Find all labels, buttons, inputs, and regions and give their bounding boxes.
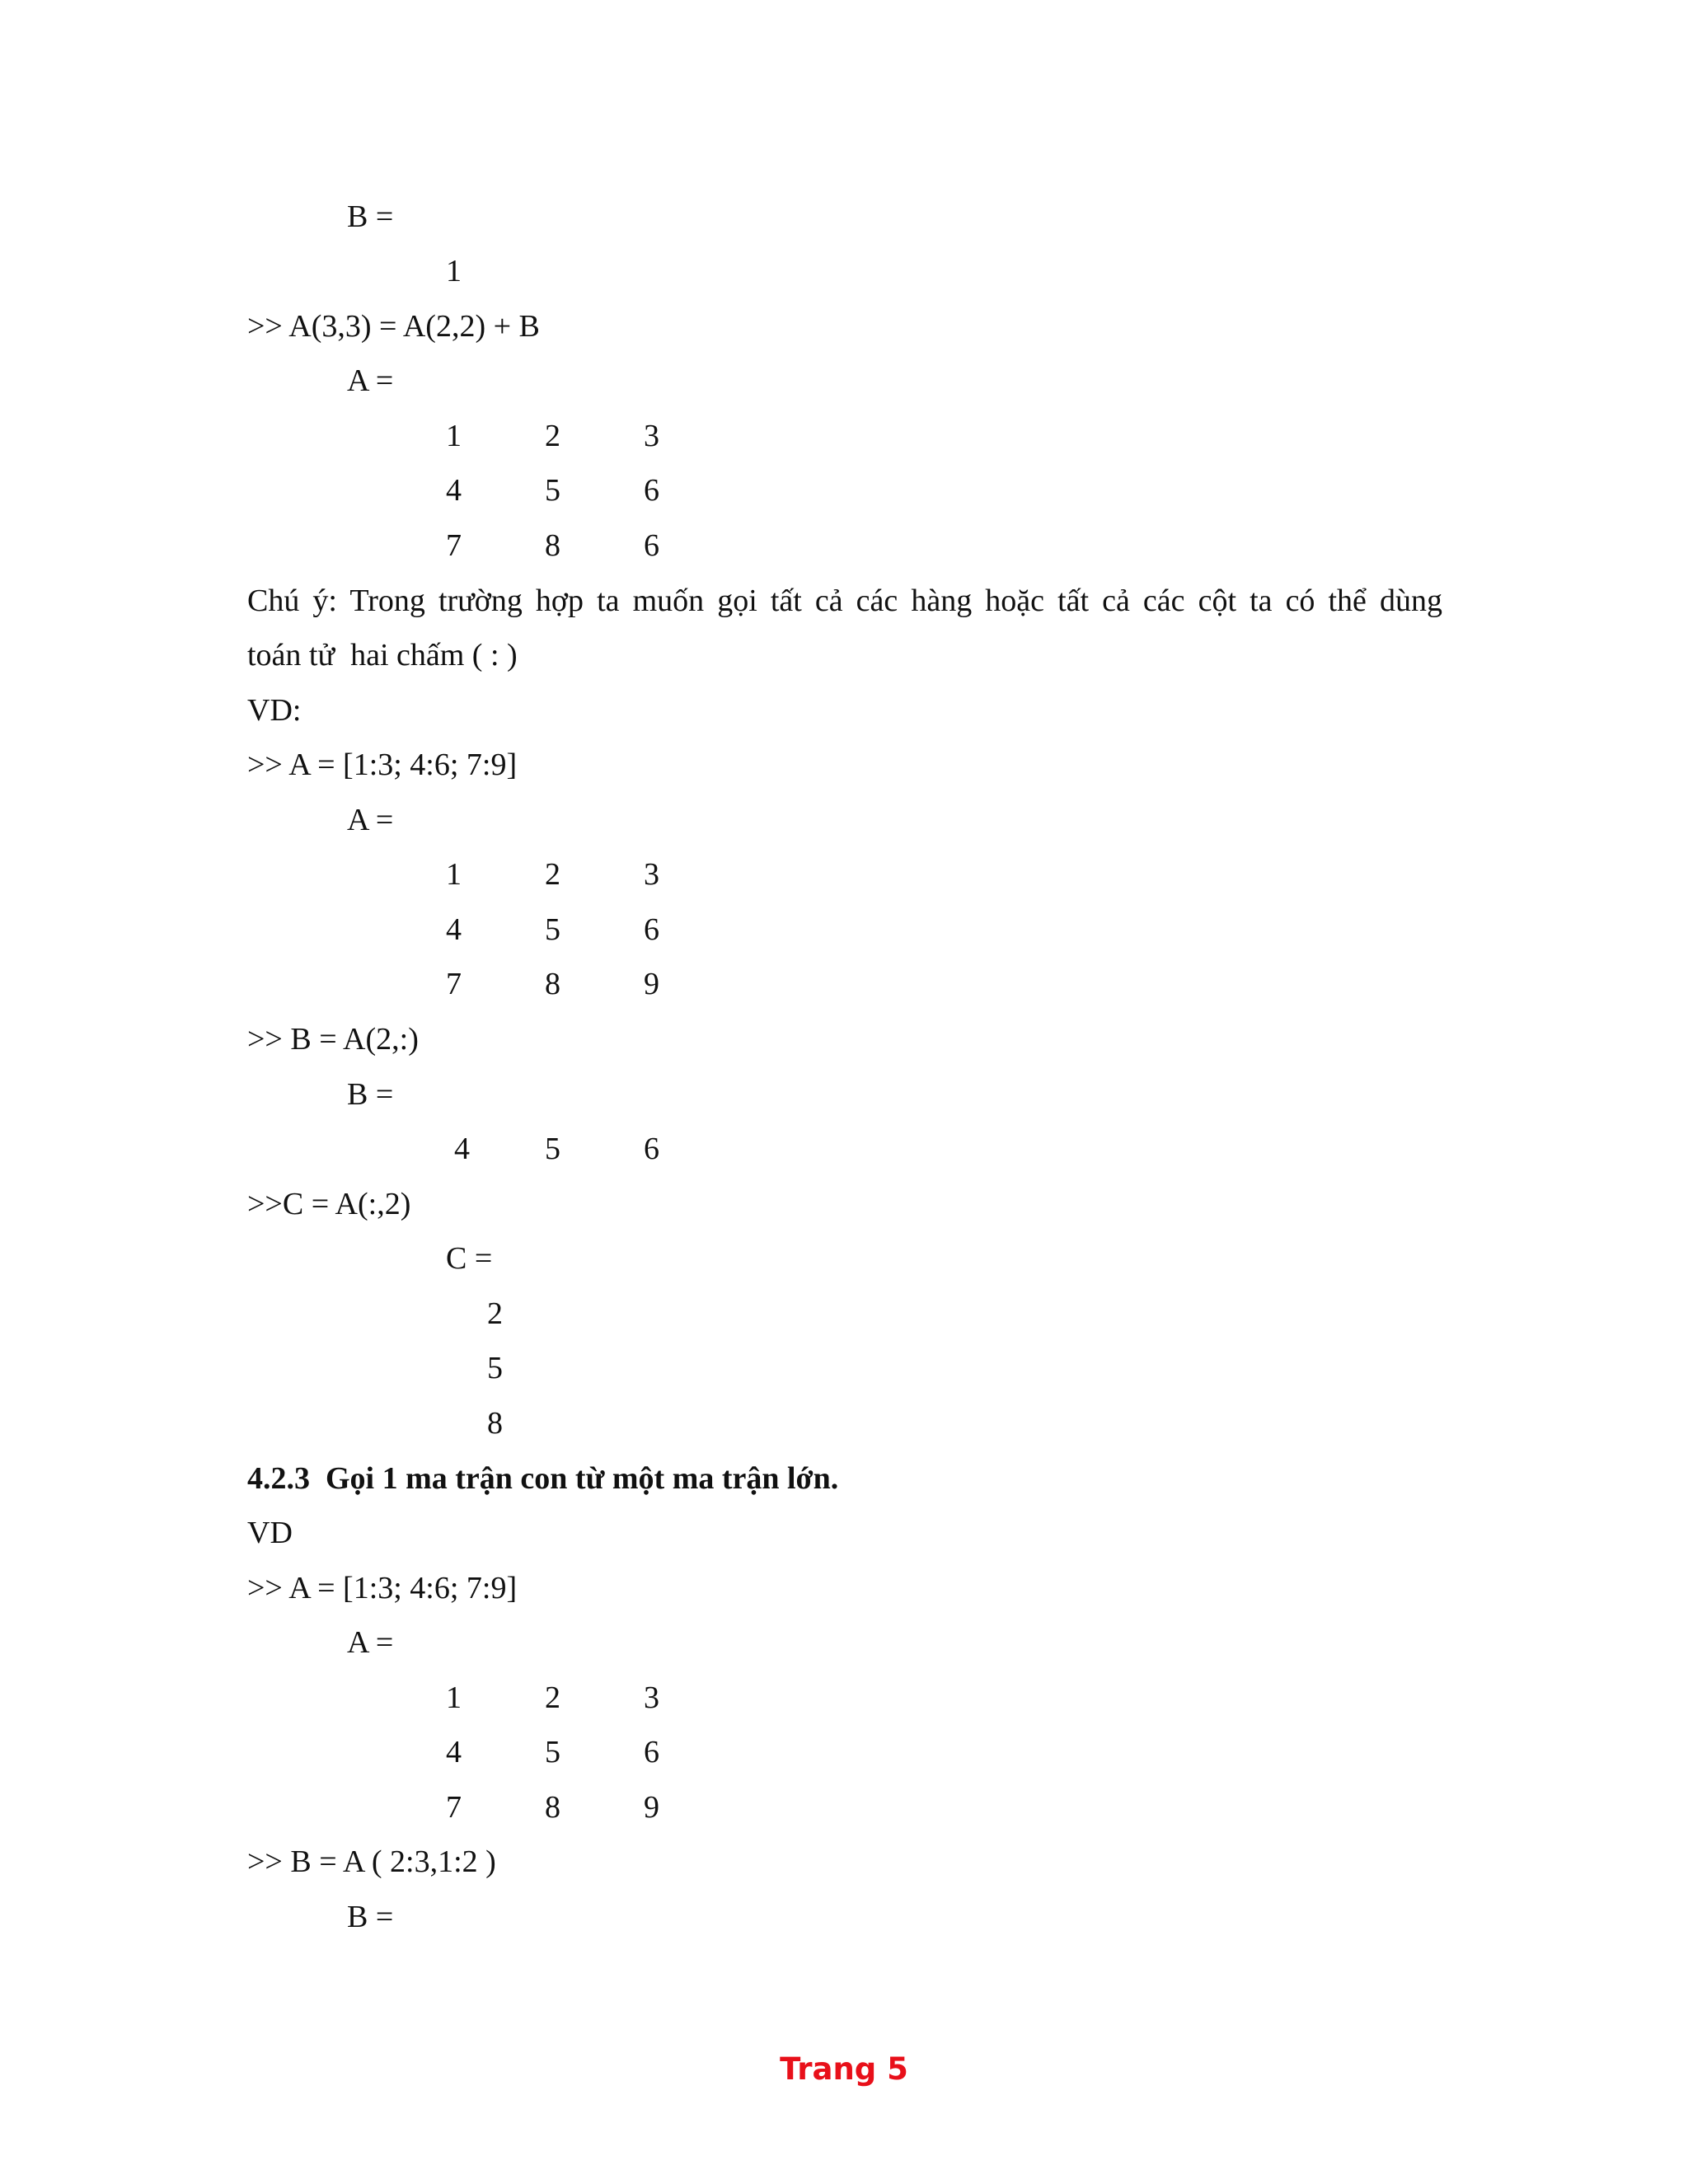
- matrix-cell: 5: [545, 912, 560, 947]
- matrix-cell: 8: [545, 528, 560, 563]
- matrix-cell: 5: [487, 1351, 503, 1385]
- command-line: >> A = [1:3; 4:6; 7:9]: [247, 748, 518, 782]
- output-label-b: B =: [347, 1077, 394, 1112]
- matrix-cell: 4: [446, 473, 462, 508]
- output-label-c: C =: [446, 1241, 493, 1276]
- matrix-cell: 6: [644, 473, 659, 508]
- matrix-cell: 4: [446, 1735, 462, 1769]
- output-label-a: A =: [347, 803, 394, 837]
- matrix-cell: 7: [446, 967, 462, 1001]
- command-line: >> B = A ( 2:3,1:2 ): [247, 1844, 496, 1879]
- section-heading: 4.2.3 Gọi 1 ma trận con từ một ma trận lớn.: [247, 1461, 839, 1496]
- matrix-cell: 2: [545, 419, 560, 453]
- matrix-cell: 6: [644, 1132, 659, 1166]
- output-label-a: A =: [347, 1625, 394, 1660]
- matrix-cell: 7: [446, 1790, 462, 1825]
- matrix-cell: 3: [644, 1680, 659, 1715]
- command-line: >> A = [1:3; 4:6; 7:9]: [247, 1571, 518, 1605]
- matrix-cell: 9: [644, 1790, 659, 1825]
- matrix-cell: 8: [545, 967, 560, 1001]
- matrix-cell: 2: [487, 1296, 503, 1331]
- matrix-cell: 5: [545, 1132, 560, 1166]
- matrix-cell: 4: [446, 912, 462, 947]
- command-line: >> A(3,3) = A(2,2) + B: [247, 309, 540, 344]
- matrix-cell: 8: [487, 1406, 503, 1441]
- matrix-cell: 3: [644, 419, 659, 453]
- output-label-b: B =: [347, 199, 394, 234]
- command-line: >>C = A(:,2): [247, 1187, 411, 1221]
- example-label: VD:: [247, 693, 302, 728]
- matrix-cell: 5: [545, 473, 560, 508]
- matrix-cell: 2: [545, 857, 560, 892]
- output-value: 1: [446, 254, 462, 288]
- matrix-cell: 4: [454, 1132, 470, 1166]
- matrix-cell: 1: [446, 419, 462, 453]
- page-footer: Trang 5: [780, 2051, 908, 2087]
- matrix-cell: 2: [545, 1680, 560, 1715]
- matrix-cell: 3: [644, 857, 659, 892]
- output-label-b: B =: [347, 1900, 394, 1934]
- matrix-cell: 9: [644, 967, 659, 1001]
- matrix-cell: 6: [644, 912, 659, 947]
- command-line: >> B = A(2,:): [247, 1022, 419, 1057]
- matrix-cell: 1: [446, 1680, 462, 1715]
- matrix-cell: 7: [446, 528, 462, 563]
- matrix-cell: 6: [644, 1735, 659, 1769]
- example-label: VD: [247, 1516, 293, 1550]
- matrix-cell: 5: [545, 1735, 560, 1769]
- matrix-cell: 1: [446, 857, 462, 892]
- output-label-a: A =: [347, 363, 394, 398]
- note-paragraph-line: Chú ý: Trong trường hợp ta muốn gọi tất cả các hàng hoặc tất cả các cột ta có thể dùng: [247, 583, 1442, 618]
- matrix-cell: 8: [545, 1790, 560, 1825]
- note-paragraph-line: toán tử hai chấm ( : ): [247, 638, 518, 673]
- matrix-cell: 6: [644, 528, 659, 563]
